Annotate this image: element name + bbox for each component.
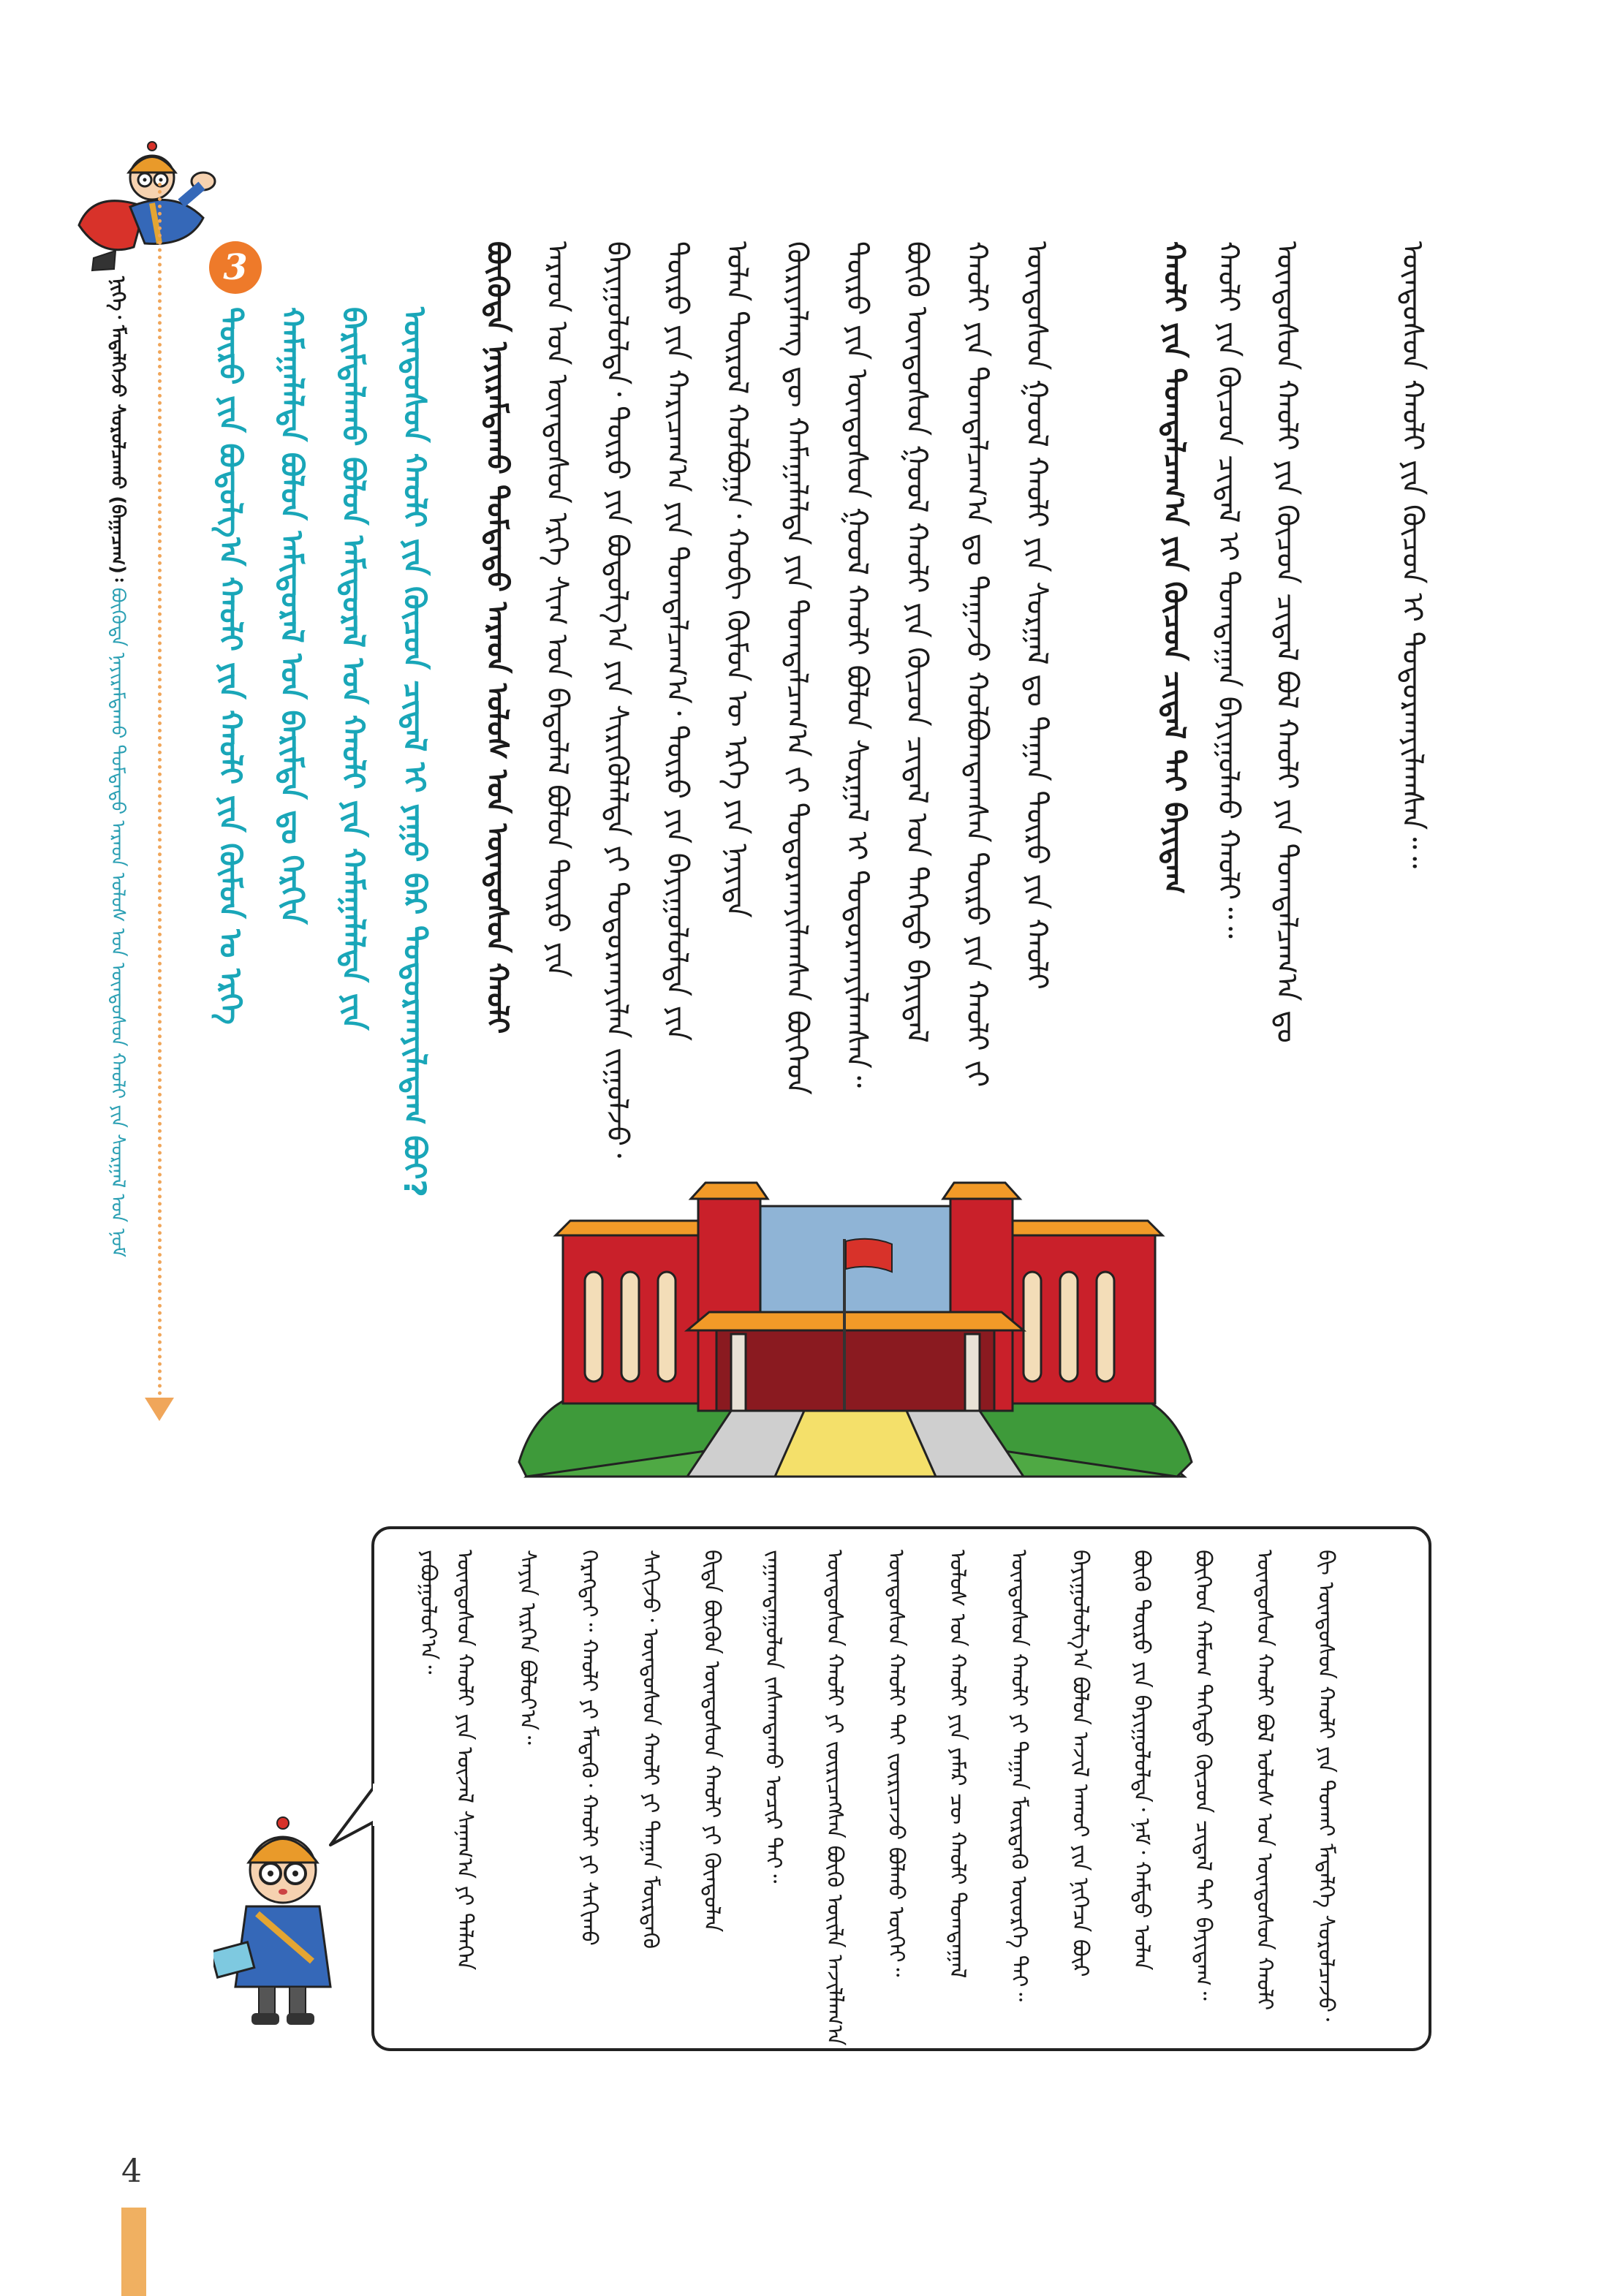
bubble-line: ᠰᠠᠬᠢᠵᠤ᠂ ᠦᠨᠳᠦᠰᠦᠨ ᠬᠠᠤᠯᠢ ᠶᠢ ᠳᠠᠭᠠᠨ ᠮᠥᠷᠳᠡᠬᠦ [638, 1550, 663, 1950]
chapter-header [108, 276, 127, 1257]
paragraph-line: ᠪᠦᠬᠦ ᠦᠨᠳᠦᠰᠦᠨ ᠭᠣᠤᠯ ᠬᠠᠤᠯᠢ ᠶᠢᠨ ᠬᠦᠴᠦᠨ ᠴᠢᠳᠠᠯ ᠤᠨ ᠳᠡᠭᠡᠳᠦ ᠪᠠᠶᠢᠳᠠᠯ [900, 241, 934, 1043]
question-line: ᠲᠥᠷᠦ ᠶᠢᠨ ᠪᠣᠳᠣᠯᠭ᠎ᠠ ᠬᠠᠤᠯᠢ ᠶᠢᠨ ᠬᠠᠤᠯᠢ ᠶᠢᠨ ᠬᠦᠮᠦᠨ ᠤ ᠡᠷᠬᠡ [213, 307, 249, 1025]
bubble-line: ᠤᠯᠤᠰ ᠤᠨ ᠬᠠᠤᠯᠢ ᠶᠢᠨ ᠶᠠᠮᠠᠷ ᠴᠦ ᠬᠠᠤᠯᠢ ᠲᠣᠭᠲᠠᠭᠠᠯ [945, 1550, 970, 1979]
paragraph-line: ᠪᠠᠶᠢᠭᠤᠯᠤᠯᠲᠠ᠂ ᠲᠥᠷᠦ ᠶᠢᠨ ᠪᠣᠳᠣᠯᠭ᠎ᠠ ᠶᠢᠨ ᠰᠢᠷᠢᠭᠦᠯᠡᠯᠲᠡ ᠶᠢ ᠲᠣᠳᠤᠷᠬᠠᠶᠢᠯᠠᠨ ᠵᠢᠭᠤᠯᠵᠤ᠂ [600, 241, 634, 1159]
question-line: ᠦᠨᠳᠦᠰᠦᠨ ᠬᠠᠤᠯᠢ ᠶᠢᠨ ᠬᠦᠴᠦᠨ ᠴᠢᠳᠠᠯ ᠢ ᠶᠠᠭᠤ ᠪᠡᠷ ᠲᠣᠳᠤᠷᠬᠠᠶᠢᠯᠠᠳᠠᠭ ᠪᠤᠢ? [397, 307, 433, 1197]
flying-boy-mascot [64, 137, 225, 276]
paragraph-line: ᠦᠨᠳᠦᠰᠦᠨ ᠬᠠᠤᠯᠢ ᠶᠢᠨ ᠬᠦᠴᠦᠨ ᠴᠢᠳᠠᠯ ᠪᠣᠯ ᠬᠠᠤᠯᠢ ᠶᠢᠨ ᠲᠣᠭᠲᠠᠯᠴᠠᠭ᠎ᠠ ᠳᠤ [1270, 241, 1304, 1043]
paragraph-line: ᠲᠥᠷᠦ ᠶᠢᠨ ᠬᠠᠷᠢᠴᠠᠭ᠎ᠠ ᠶᠢᠨ ᠲᠣᠭᠲᠠᠯᠴᠠᠭ᠎ᠠ᠂ ᠲᠥᠷᠦ ᠶᠢᠨ ᠪᠠᠶᠢᠭᠤᠯᠤᠯᠲᠠ ᠶᠢᠨ [660, 241, 694, 1042]
dotted-guide-line [158, 183, 162, 1396]
paragraph-line: ᠦᠨᠳᠦᠰᠦᠨ ᠬᠠᠤᠯᠢ ᠶᠢᠨ ᠬᠦᠴᠦᠨ ᠢ ᠲᠣᠳᠤᠷᠬᠠᠶᠢᠯᠠᠭᠰᠠᠨ᠃᠃ [1396, 241, 1429, 869]
bubble-line: ᠪᠢᠳᠡ ᠪᠦᠬᠦᠨ ᠦᠨᠳᠦᠰᠦᠨ ᠬᠠᠤᠯᠢ ᠶᠢ ᠬᠦᠨᠳᠦᠯᠡᠨ [699, 1550, 725, 1933]
paragraph-line: ᠲᠥᠷᠦ ᠶᠢᠨ ᠦᠨᠳᠦᠰᠦᠨ ᠭᠣᠤᠯ ᠬᠠᠤᠯᠢ ᠪᠣᠯᠤᠨ ᠰᠤᠷᠭᠠᠯ ᠢ ᠲᠣᠳᠤᠷᠬᠠᠶᠢᠯᠠᠭᠰᠠᠨ᠃ [840, 241, 874, 1088]
question-line: ᠬᠠᠮᠠᠭᠠᠯᠠᠯᠲᠠ ᠪᠣᠯᠤᠨ ᠠᠮᠢᠳᠤᠷᠠᠯ ᠤᠨ ᠪᠠᠷᠢᠮᠲᠠ ᠳᠤ ᠬᠡᠷᠬᠢᠨ [274, 307, 310, 925]
bubble-line: ᠦᠨᠳᠦᠰᠦᠨ ᠬᠠᠤᠯᠢ ᠶᠢᠨ ᠦᠵᠡᠯ ᠰᠠᠨᠠᠭ᠎ᠠ ᠶᠢ ᠲᠡᠯᠡᠭᠡᠨ [452, 1550, 477, 1971]
bubble-line: ᠶᠠᠪᠤᠭᠤᠯᠤᠶ᠎ᠠ᠃ [415, 1550, 441, 1675]
bubble-line: ᠪᠠᠶᠢᠭᠤᠯᠤᠯᠭ᠎ᠠ ᠪᠣᠯᠤᠨ ᠠᠵᠢᠯ ᠠᠬᠤᠢ ᠶᠢᠨ ᠨᠢᠭᠡᠴᠡ ᠪᠦᠷ [1067, 1550, 1093, 1977]
paragraph-line: ᠬᠠᠤᠯᠢ ᠶᠢᠨ ᠬᠦᠴᠦᠨ ᠴᠢᠳᠠᠯ ᠢ ᠲᠣᠭᠲᠠᠭᠠᠨ ᠪᠠᠶᠢᠭᠤᠯᠬᠤ ᠬᠠᠤᠯᠢ᠃᠃ [1211, 241, 1245, 939]
paragraph-line: ᠬᠦᠷᠢᠶᠡᠯᠡᠩ ᠳᠦ ᠬᠠᠮᠠᠭᠠᠯᠠᠯᠲᠠ ᠶᠢᠨ ᠲᠣᠭᠲᠠᠯᠴᠠᠭ᠎ᠠ ᠵᠢ ᠲᠣᠳᠤᠷᠬᠠᠶᠢᠯᠠᠭᠰᠠᠨ ᠪᠥᠭᠡᠳ [780, 241, 814, 1095]
bubble-line: ᠦᠨᠳᠦᠰᠦᠨ ᠬᠠᠤᠯᠢ ᠶᠢ ᠵᠥᠷᠢᠴᠡᠭᠰᠡᠨ ᠪᠦᠬᠦ ᠦᠢᠯᠡ ᠠᠵᠢᠯᠯᠠᠭ᠎ᠠ [822, 1550, 847, 2046]
bubble-line: ᠬᠡᠷᠡᠭᠲᠡᠢ᠃ ᠬᠠᠤᠯᠢ ᠶᠢ ᠮᠡᠳᠡᠬᠦ᠂ ᠬᠠᠤᠯᠢ ᠶᠢ ᠰᠠᠬᠢᠬᠤ [576, 1550, 602, 1946]
question-line: ᠪᠠᠷᠢᠮᠲᠠᠯᠠᠬᠤ ᠪᠣᠯᠤᠨ ᠠᠮᠢᠳᠤᠷᠠᠯ ᠤᠨ ᠬᠠᠤᠯᠢ ᠶᠢᠨ ᠬᠠᠮᠠᠭᠠᠯᠠᠯᠲᠠ ᠶᠢᠨ [336, 307, 371, 1031]
paragraph-line: ᠪᠦᠭᠦᠳᠡ ᠨᠠᠶᠢᠷᠠᠮᠳᠠᠬᠤ ᠳᠤᠮᠳᠠᠳᠤ ᠠᠷᠠᠳ ᠤᠯᠤᠰ ᠤᠨ ᠦᠨᠳᠦᠰᠦᠨ ᠬᠠᠤᠯᠢ [480, 241, 514, 1034]
bubble-line: ᠵᠠᠭᠠᠭᠳᠠᠭᠤᠯᠤᠨ ᠵᠠᠰᠠᠭᠳᠠᠬᠤ ᠤᠴᠢᠷ ᠲᠠᠢ᠃ [760, 1550, 786, 1884]
paragraph-line: ᠠᠷᠠᠳ ᠤᠨ ᠦᠨᠳᠦᠰᠦᠨ ᠡᠷᠬᠡ ᠰᠢᠭ᠋ ᠤᠨ ᠪᠠᠲᠤᠯᠠᠯ ᠪᠣᠯᠤᠨ ᠲᠥᠷᠦ ᠶᠢᠨ [540, 241, 574, 978]
bubble-line: ᠦᠨᠳᠦᠰᠦᠨ ᠬᠠᠤᠯᠢ ᠪᠣᠯ ᠤᠯᠤᠰ ᠤᠨ ᠦᠨᠳᠦᠰᠦᠨ ᠬᠠᠤᠯᠢ [1252, 1550, 1277, 2011]
bubble-line: ᠰᠠᠶᠢᠨ ᠢᠷᠭᠡᠨ ᠪᠣᠯᠤᠶ᠎ᠠ᠃ [515, 1550, 540, 1745]
page-edge-bar [121, 2208, 146, 2296]
chapter-header-label: ᠨᠢᠭᠡ᠂ ᠮᠡᠳᠡᠯᠭᠡᠵᠦ ᠰᠤᠷᠤᠯᠴᠠᠬᠤ (ᠪᠠᠭᠠᠴᠠᠭ)᠄ [107, 276, 129, 582]
orange-arrow-icon [145, 1398, 174, 1421]
bubble-line: ᠦᠨᠳᠦᠰᠦᠨ ᠬᠠᠤᠯᠢ ᠲᠠᠢ ᠵᠥᠷᠢᠴᠡᠵᠦ ᠪᠣᠯᠬᠤ ᠦᠭᠡᠢ᠃ [883, 1550, 909, 1977]
chapter-header-text: ᠪᠦᠭᠦᠳᠡ ᠨᠠᠶᠢᠷᠠᠮᠳᠠᠬᠤ ᠳᠤᠮᠳᠠᠳᠤ ᠠᠷᠠᠳ ᠤᠯᠤᠰ ᠤᠨ ᠦᠨᠳᠦᠰᠦᠨ ᠬᠠᠤᠯᠢ ᠶᠢᠨ ᠰᠤᠷᠭᠠᠯ ᠤᠨ ᠨᠣᠮ [107, 587, 129, 1258]
page-number: 4 [121, 2153, 142, 2190]
government-building-illustration [512, 1170, 1199, 1520]
section-number-badge: 3 [209, 241, 262, 294]
bubble-line: ᠦᠨᠳᠦᠰᠦᠨ ᠬᠠᠤᠯᠢ ᠶᠢ ᠳᠠᠭᠠᠨ ᠮᠥᠷᠳᠡᠬᠦ ᠦᠦᠷᠭᠡ ᠲᠠᠢ᠃ [1006, 1550, 1032, 2002]
speech-bubble-tail [328, 1784, 376, 1849]
paragraph-line: ᠬᠠᠤᠯᠢ ᠶᠢᠨ ᠲᠣᠭᠲᠠᠯᠴᠠᠭ᠎ᠠ ᠳᠤ ᠳᠠᠭᠠᠵᠤ ᠬᠣᠯᠪᠣᠭᠳᠠᠭᠰᠠᠨ ᠲᠥᠷᠦ ᠶᠢᠨ ᠬᠠᠤᠯᠢ ᠵᠢ [960, 241, 994, 1088]
paragraph-line: ᠬᠠᠤᠯᠢ ᠶᠢᠨ ᠲᠣᠭᠲᠠᠯᠴᠠᠭ᠎ᠠ ᠶᠢᠨ ᠬᠦᠴᠦᠨ ᠴᠢᠳᠠᠯ ᠲᠠᠢ ᠪᠠᠶᠢᠳᠠᠭ [1157, 241, 1191, 895]
bubble-line: ᠪᠢ ᠦᠨᠳᠦᠰᠦᠨ ᠬᠠᠤᠯᠢ ᠶᠢᠨ ᠲᠤᠬᠠᠢ ᠮᠡᠳᠡᠯᠭᠡ ᠰᠤᠷᠤᠯᠴᠠᠵᠤ᠂ [1313, 1550, 1339, 2022]
paragraph-line: ᠦᠨᠳᠦᠰᠦᠨ ᠭᠣᠤᠯ ᠬᠠᠤᠯᠢ ᠶᠢᠨ ᠰᠤᠷᠭᠠᠯ ᠳᠤ ᠳᠠᠭᠠᠨ ᠲᠥᠷᠦ ᠶᠢᠨ ᠬᠠᠤᠯᠢ [1020, 241, 1053, 990]
bubble-line: ᠪᠥᠭᠡᠳ ᠬᠠᠮᠤᠭ ᠳᠡᠭᠡᠳᠦ ᠬᠦᠴᠦᠨ ᠴᠢᠳᠠᠯ ᠲᠠᠢ ᠪᠠᠶᠢᠳᠠᠭ᠃ [1190, 1550, 1216, 2001]
bubble-line: ᠪᠦᠬᠦ ᠲᠥᠷᠦ ᠶᠢᠨ ᠪᠠᠶᠢᠭᠤᠯᠤᠯᠲᠠ᠂ ᠨᠠᠮ᠂ ᠬᠠᠮᠲᠤ ᠣᠯᠠᠨ [1129, 1550, 1154, 1971]
paragraph-line: ᠣᠯᠠᠨ ᠲᠥᠷᠥᠯ ᠬᠣᠯᠪᠣᠭᠠ᠂ ᠬᠤᠪᠢ ᠬᠥᠮᠦᠨ ᠦ ᠡᠷᠬᠡ ᠶᠢᠨ ᠨᠡᠶᠢᠲᠡ [720, 241, 754, 918]
